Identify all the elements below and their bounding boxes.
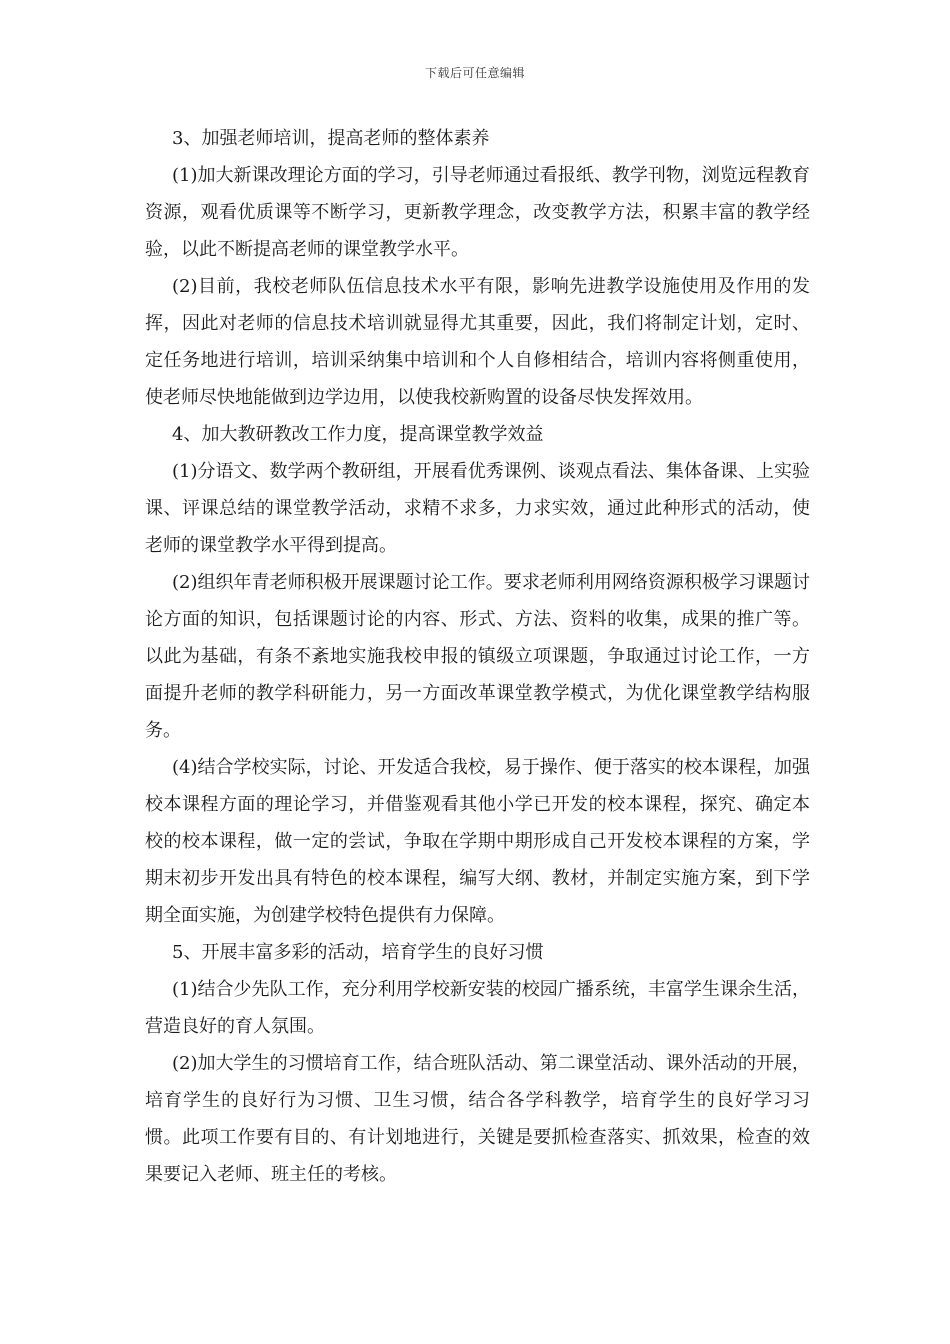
paragraph-5-1: (1)结合少先队工作，充分利用学校新安装的校园广播系统，丰富学生课余生活，营造良好的育人氛围。: [145, 979, 810, 1037]
paragraph-4-1: (1)分语文、数学两个教研组，开展看优秀课例、谈观点看法、集体备课、上实验课、评课总结的课堂教学活动，求精不求多，力求实效，通过此种形式的活动，使老师的课堂教学水平得到提高。: [145, 461, 810, 556]
section-heading-3: 3、加强老师培训，提高老师的整体素养: [172, 128, 490, 149]
page-header: 下载后可任意编辑: [424, 66, 525, 80]
paragraph-3-2: (2)目前，我校老师队伍信息技术水平有限，影响先进教学设施使用及作用的发挥，因此对老师的信息技术培训就显得尤其重要，因此，我们将制定计划，定时、定任务地进行培训，培训采纳集中培训和个人自修相结合，培训内容将侧重使用，使老师尽快地能做到边学边用，以使我校新购置的设备尽快发挥效用。: [145, 276, 810, 408]
section-heading-5: 5、开展丰富多彩的活动，培育学生的良好习惯: [172, 942, 544, 963]
paragraph-4-4: (4)结合学校实际，讨论、开发适合我校，易于操作、便于落实的校本课程，加强校本课程方面的理论学习，并借鉴观看其他小学已开发的校本课程，探究、确定本校的校本课程，做一定的尝试，争取在学期中期形成自己开发校本课程的方案，学期末初步开发出具有特色的校本课程，编写大纲、教材，并制定实施方案，到下学期全面实施，为创建学校特色提供有力保障。: [145, 757, 810, 926]
document-body: [145, 120, 810, 1193]
paragraph-3-1: (1)加大新课改理论方面的学习，引导老师通过看报纸、教学刊物，浏览远程教育资源，观看优质课等不断学习，更新教学理念，改变教学方法，积累丰富的教学经验，以此不断提高老师的课堂教学水平。: [145, 165, 810, 260]
section-heading-4: 4、加大教研教改工作力度，提高课堂教学效益: [172, 424, 544, 445]
paragraph-4-2: (2)组织年青老师积极开展课题讨论工作。要求老师利用网络资源积极学习课题讨论方面的知识，包括课题讨论的内容、形式、方法、资料的收集，成果的推广等。以此为基础，有条不紊地实施我校申报的镇级立项课题，争取通过讨论工作，一方面提升老师的教学科研能力，另一方面改革课堂教学模式，为优化课堂教学结构服务。: [145, 572, 810, 741]
paragraph-5-2: (2)加大学生的习惯培育工作，结合班队活动、第二课堂活动、课外活动的开展，培育学生的良好行为习惯、卫生习惯，结合各学科教学，培育学生的良好学习习惯。此项工作要有目的、有计划地进行，关键是要抓检查落实、抓效果，检查的效果要记入老师、班主任的考核。: [145, 1053, 810, 1185]
